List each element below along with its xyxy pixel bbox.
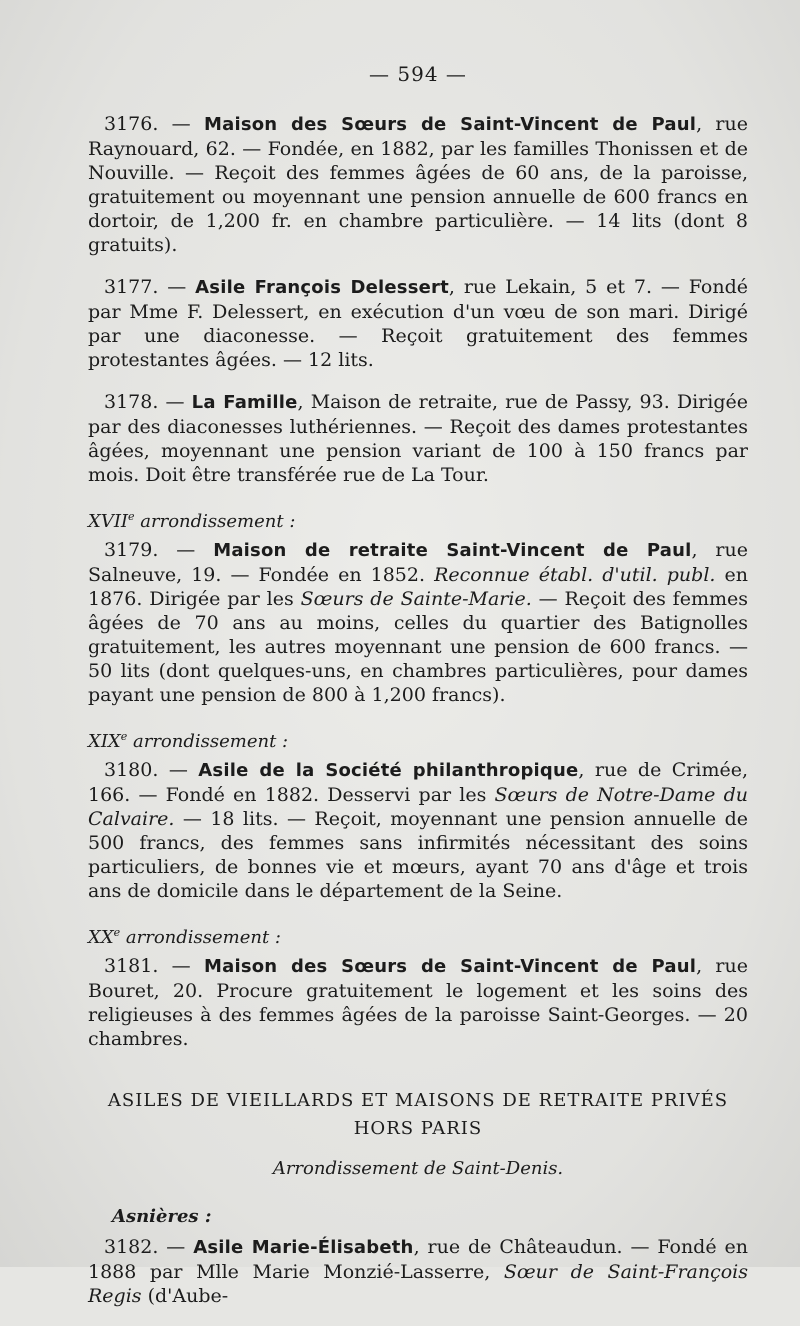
entry-3181 <box>88 954 748 1051</box>
entry-name: Asile François Delessert <box>195 277 449 298</box>
entry-number: 3178. — <box>104 391 185 413</box>
section-sup: e <box>128 510 135 523</box>
entry-number: 3181. — <box>104 955 191 977</box>
entry-number: 3176. — <box>104 113 191 135</box>
entry-text: en 1876. Dirigée par les <box>88 564 748 610</box>
entry-italic: Sœurs de Sainte-Marie. <box>300 588 532 610</box>
entry-text: — Reçoit des femmes âgées de 70 ans au moins, celles du quartier des Batignolles gratuitement, les autres moyennant une pension de 600 francs. — 50 lits (dont quelques-uns, en chambres particulières, pour dames payant une pension de 800 à 1,200 francs). <box>88 588 748 706</box>
subsection-title: Arrondissement de Saint-Denis. <box>272 1158 564 1179</box>
entry-number: 3177. — <box>104 276 187 298</box>
section-label: XIX <box>88 731 121 752</box>
entry-name: La Famille <box>191 392 298 413</box>
entry-3176 <box>88 112 748 257</box>
section-rest: arrondissement : <box>134 511 296 532</box>
entry-italic: Reconnue établ. d'util. publ. <box>434 564 716 586</box>
entry-3180 <box>88 758 748 903</box>
section-sup: e <box>120 730 128 743</box>
section-title-line-1: ASILES DE VIEILLARDS ET MAISONS DE RETRAITE PRIVÉS <box>107 1090 729 1111</box>
section-rest: arrondissement : <box>127 731 289 752</box>
entry-text: (d'Aube- <box>141 1285 229 1307</box>
entry-text: , rue de Châteaudun. — Fondé en 1888 par Mlle Marie Monzié-Lasserre, <box>88 1236 748 1283</box>
entry-3178 <box>88 390 748 487</box>
entry-text: , rue Bouret, 20. Procure gratuitement le logement et les soins des religieuses à des femmes âgées de la paroisse Saint-Georges. — 20 chambres. <box>88 955 748 1050</box>
entry-text: , rue Salneuve, 19. — Fondée en 1852. <box>88 539 748 586</box>
section-heading-20 <box>88 921 748 950</box>
entry-italic: Sœur de Saint-François Regis <box>88 1261 749 1307</box>
section-heading-19 <box>88 725 748 754</box>
entry-name: Asile Marie-Élisabeth <box>193 1237 414 1258</box>
entry-3182 <box>88 1235 748 1308</box>
entry-number: 3179. — <box>104 539 196 561</box>
entry-text: , Maison de retraite, rue de Passy, 93. Dirigée par des diaconesses luthériennes. — Reçoit des dames protestantes âgées, moyennant une pension variant de 100 à 150 francs par mois. Doit être transférée rue de La Tour. <box>88 391 748 486</box>
entry-text: , rue de Crimée, 166. — Fondé en 1882. Desservi par les <box>88 759 748 806</box>
entry-name: Maison de retraite Saint-Vincent de Paul <box>213 540 692 561</box>
entry-3179 <box>88 538 748 707</box>
section-title-line-2: HORS PARIS <box>353 1118 483 1139</box>
section-heading-17 <box>88 505 748 534</box>
entry-name: Asile de la Société philanthropique <box>198 760 579 781</box>
entry-text: — 18 lits. — Reçoit, moyennant une pension annuelle de 500 francs, des femmes sans infirmités nécessitant des soins particuliers, de bonnes vie et mœurs, ayant 70 ans d'âge et trois ans de domicile dans le département de la Seine. <box>88 808 748 902</box>
section-label: XX <box>88 927 114 948</box>
section-title <box>88 1087 748 1143</box>
section-sup: e <box>113 926 121 939</box>
town-heading: Asnières : <box>112 1206 212 1227</box>
section-rest: arrondissement : <box>120 927 281 948</box>
entry-number: 3182. — <box>104 1236 186 1258</box>
entry-name: Maison des Sœurs de Saint-Vincent de Paul <box>203 956 697 977</box>
entry-text: , rue Lekain, 5 et 7. — Fondé par Mme F. Delessert, en exécution d'un vœu de son mari. Dirigé par une diaconesse. — Reçoit gratuitement des femmes protestantes âgées. — 12 lits. <box>88 276 749 371</box>
page-number: — 594 — <box>369 62 467 86</box>
entry-3177 <box>88 275 748 372</box>
entry-text: , rue Raynouard, 62. — Fondée, en 1882, par les familles Thonissen et de Nouville. — Reçoit des femmes âgées de 60 ans, de la paroisse, gratuitement ou moyennant une pension annuelle de 600 francs en dortoir, de 1,200 fr. en chambre particulière. — 14 lits (dont 8 gratuits). <box>88 113 748 256</box>
section-label: XVII <box>88 511 129 532</box>
entry-italic: Sœurs de Notre-Dame du Calvaire. <box>88 784 748 830</box>
page-content <box>88 62 748 1326</box>
entry-number: 3180. — <box>104 759 188 781</box>
entry-name: Maison des Sœurs de Saint-Vincent de Paul <box>203 114 697 135</box>
